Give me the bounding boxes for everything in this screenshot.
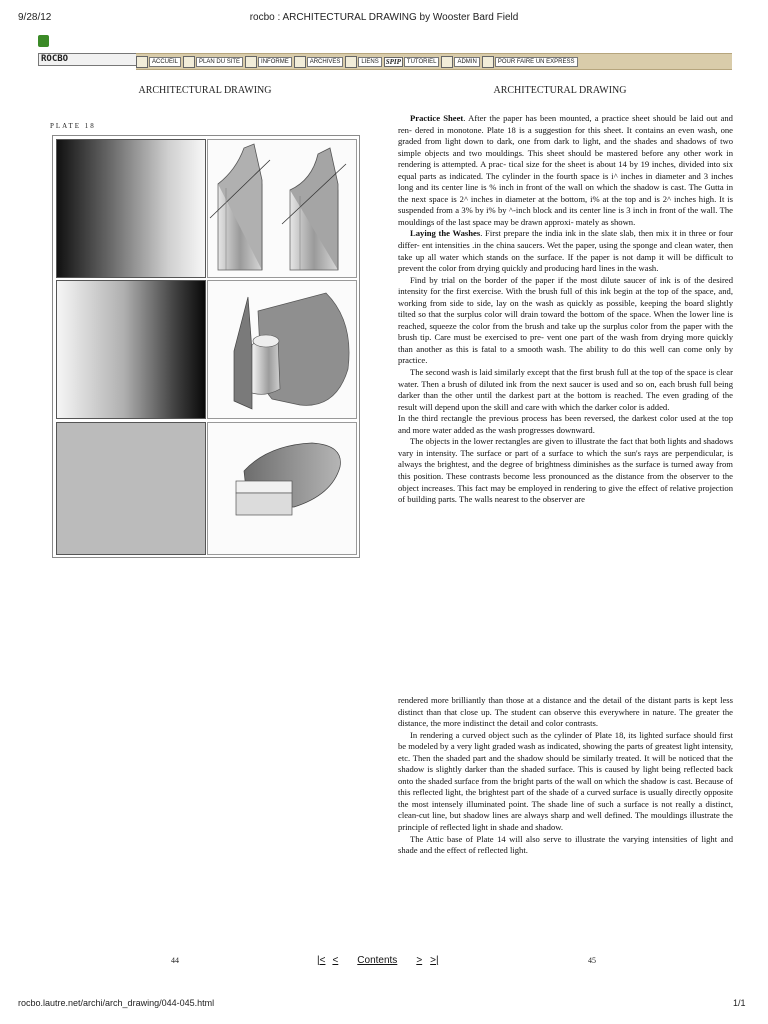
paragraph: Find by trial on the border of the paper if the most dilute saucer of ink is of the desired intensity for the first exercise. With the brush full of this ink begin at the top of the space, and, working from side to side, lay on the wash as quickly as possible, keeping the board slightly tilted so that the surplus color will drain toward the bottom of the space. When the lower line is reached, squeeze the color from the brush and take up the surplus color from the paper with the brush tip. Care must be exercised to pre- vent one part of the wash from drying more quickly than another as this is fatal to a smooth wash. The ability to do this well can come only by practice.: [398, 274, 733, 366]
even-wash-gradient-panel: [56, 139, 206, 278]
last-page-link[interactable]: >|: [430, 955, 439, 966]
plate-figure: [52, 135, 360, 558]
print-footer-page-count: 1/1: [733, 998, 746, 1008]
paragraph-lead: Practice Sheet: [410, 113, 464, 123]
nav-item-liens[interactable]: [345, 56, 381, 68]
left-page-heading: ARCHITECTURAL DRAWING: [138, 85, 272, 96]
graded-wash-panel: [56, 280, 206, 419]
nav-label: ADMIN: [454, 57, 479, 67]
right-page-text-top: [398, 113, 733, 506]
nav-label: TUTORIEL: [404, 57, 440, 67]
paragraph: The objects in the lower rectangles are given to illustrate the fact that both lights and shadows vary in intensity. The surface or part of a surface to which the sun's rays are perpendicular, is always the brightest, and the degree of brightness diminishes as the surface is turned away from this position. These contrasts become less pronounced as the distance from the observer to the object increases. This fact may be employed in rendering to give the effect of relative projection of building parts. The walls nearest to the observer are: [398, 436, 733, 505]
nav-item-archives[interactable]: [294, 56, 344, 68]
paragraph: The second wash is laid similarly except that the first brush full at the top of the space is clear water. Then a brush of diluted ink from the next saucer is used and so on, each brush full being darker than the other until the darkest part at the bottom is reached. The even grading of the result will depend upon the skill and care with which the darker color is added.: [398, 367, 733, 412]
double-chevron-left-icon: [136, 56, 148, 68]
print-footer-url: rocbo.lautre.net/archi/arch_drawing/044-045.html: [18, 998, 215, 1008]
flat-wash-panel: [56, 422, 206, 555]
right-page-text-bottom: [398, 695, 733, 857]
previous-page-link[interactable]: <: [332, 955, 339, 966]
right-page-number: 45: [588, 956, 596, 965]
paragraph: rendered more brilliantly than those at a distance and the detail of the distant parts is kept less distinct than that close up. The student can observe this everywhere in nature. The greater the distance, the more indistinct the detail and color contrasts.: [398, 695, 733, 729]
gutta-shadow-panel: [207, 422, 357, 555]
document-icon: [294, 56, 306, 68]
nav-label: INFORME: [258, 57, 292, 67]
site-logo-icon[interactable]: [38, 35, 49, 47]
nav-label: PLAN DU SITE: [196, 57, 243, 67]
nav-item-tutoriel[interactable]: [384, 57, 440, 67]
palette-icon: [245, 56, 257, 68]
cylinder-shadow-panel: [207, 280, 357, 419]
site-map-icon: [183, 56, 195, 68]
nav-item-admin[interactable]: [441, 56, 479, 68]
gutta-shadow-drawing: [208, 423, 356, 554]
contents-link[interactable]: Contents: [357, 955, 398, 966]
site-nav-bar: [136, 53, 732, 70]
nav-label: ACCUEIL: [149, 57, 181, 67]
nav-item-express[interactable]: [482, 56, 578, 68]
paragraph: In the third rectangle the previous process has been reversed, the darkest color used at the top and more water added as the wash progresses downward.: [398, 413, 733, 435]
left-page-number: 44: [171, 956, 179, 965]
moulding-shadows-panel: [207, 139, 357, 278]
moulding-shadows-drawing: [208, 140, 356, 277]
cylinder-shadow-drawing: [208, 281, 356, 418]
plate-label: PLATE 18: [50, 122, 96, 130]
right-page-heading: ARCHITECTURAL DRAWING: [493, 85, 627, 96]
nav-label: POUR FAIRE UN EXPRESS: [495, 57, 578, 67]
nav-label: LIENS: [358, 57, 381, 67]
paragraph: In rendering a curved object such as the cylinder of Plate 18, its lighted surface should first be modeled by a very light graded wash as indicated, showing the parts of greatest light intensity, etc. Then the shaded part and the shadow should be similarly treated. It will be noticed that the shadow is slightly darker than the shaded surface. This is caused by light being reflected back onto the shaded surface from the bright parts of the wall on which the shadow is cast. Because of this reflected light, the brightest part of the shade of a curved surface is usually directly opposite the most intensely illuminated point. The shade line of such a surface is not really a distinct, clean-cut line, but shadow lines are always sharp and well defined. The mouldings illustrate the principle of reflected light in shade and shadow.: [398, 729, 733, 833]
print-header-title: rocbo : ARCHITECTURAL DRAWING by Wooster Bard Field: [249, 12, 519, 23]
nav-item-plan-du-site[interactable]: [183, 56, 243, 68]
next-page-link[interactable]: >: [416, 955, 423, 966]
paragraph: The Attic base of Plate 14 will also serve to illustrate the varying intensities of light and shade and the effect of reflected light.: [398, 833, 733, 856]
globe-icon: [345, 56, 357, 68]
nav-label: ARCHIVES: [307, 57, 344, 67]
nav-item-informe[interactable]: [245, 56, 292, 68]
spip-logo-icon: SPIP: [385, 57, 401, 66]
paragraph: [398, 113, 733, 228]
nav-item-accueil[interactable]: [136, 56, 181, 68]
paragraph-lead: Laying the Washes: [410, 228, 481, 239]
pencil-icon: [482, 56, 494, 68]
paragraph: [398, 228, 733, 274]
person-icon: [441, 56, 453, 68]
paragraph-text: . After the paper has been mounted, a practice sheet should be laid out and ren- dered in monotone. Plate 18 is a suggestion for this sheet. It contains an even wash, one graded from light down to dark, one from dark to light, and the shades and shadows of two simple objects and two mouldings. This sheet should be mastered before any other work in rendering is attempted. A prac- tical size for the sheet is about 14 by 19 inches, divided into six equal parts as indicated. The cylinder in the fourth space is i^ inches in diameter and 3 inches long and its center line is % inch in front of the wall on which the shadow is cast. The Gutta in the next space is 2^ inches in diameter at the bottom, i% at the top and is 2^ inches high. It is suspended from a 3% by i% by ^-inch block and its center line is 3 inch in front of the wall. The mouldings of the last space may be drawn approxi- mately as shown.: [398, 113, 733, 227]
first-page-link[interactable]: |<: [317, 955, 326, 966]
print-header-date: 9/28/12: [18, 12, 52, 23]
site-logo[interactable]: ROCBO: [38, 53, 138, 66]
paragraph-text: . First prepare the india ink in the slate slab, then mix it in three or four differ- ent intensities .in the china saucers. Wet the paper, using the sponge and clean water, then take up all water which stands on the surface. If the paper is not damp it will be difficult to prevent the color from drying quickly and producing hard lines in the wash.: [398, 228, 733, 274]
page-pager: [300, 955, 470, 966]
